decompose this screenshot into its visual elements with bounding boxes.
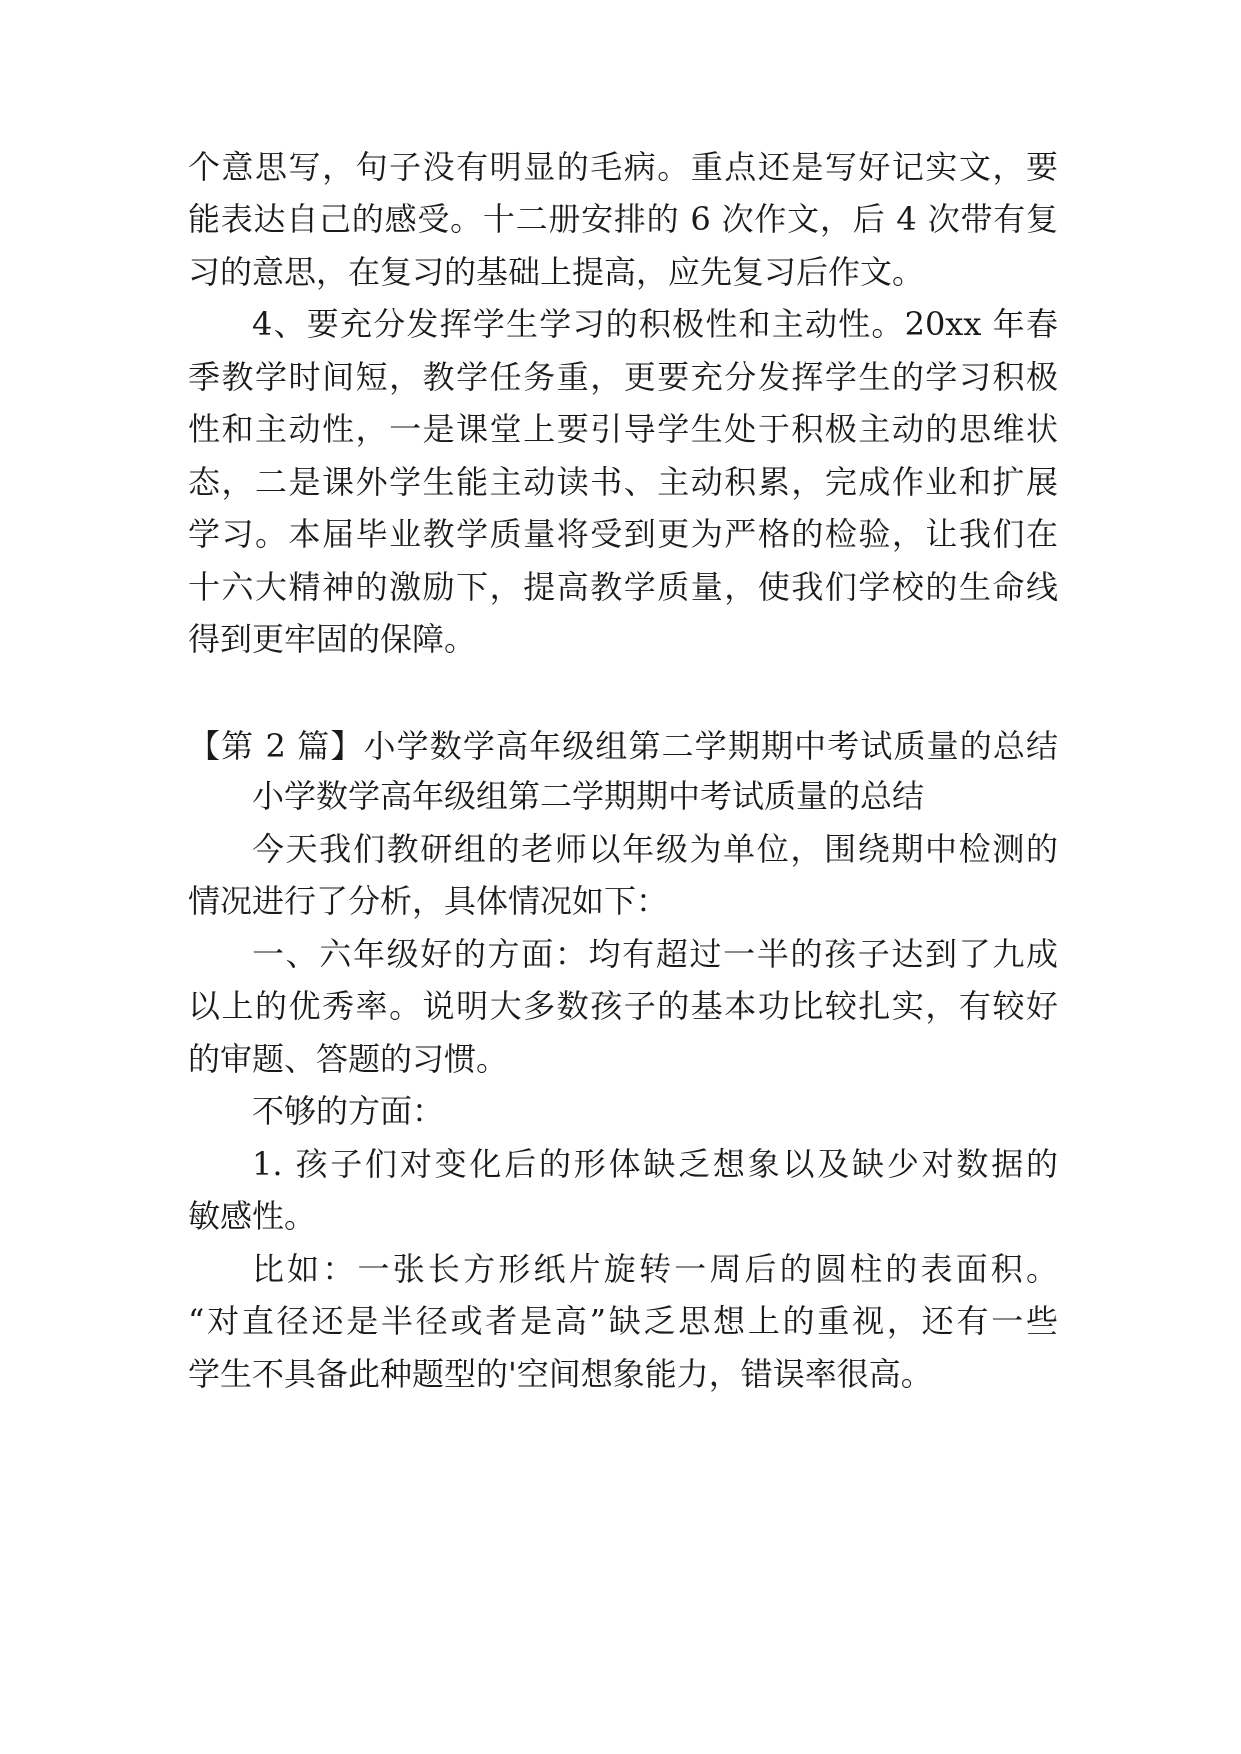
section-heading: 【第 2 篇】小学数学高年级组第二学期期中考试质量的总结 — [188, 727, 1058, 765]
text-line: 态，二是课外学生能主动读书、主动积累，完成作业和扩展 — [188, 463, 1058, 501]
text-line: 今天我们教研组的老师以年级为单位，围绕期中检测的 — [252, 830, 1058, 868]
text-line: 比如：一张长方形纸片旋转一周后的圆柱的表面积。 — [252, 1250, 1058, 1288]
text-line: 季教学时间短，教学任务重，更要充分发挥学生的学习积极 — [188, 358, 1058, 396]
text-line: 情况进行了分析，具体情况如下： — [188, 882, 669, 920]
section-subtitle: 小学数学高年级组第二学期期中考试质量的总结 — [252, 777, 925, 815]
text-line: 的审题、答题的习惯。 — [188, 1040, 509, 1078]
text-line: 不够的方面： — [252, 1092, 445, 1130]
text-line: 一、六年级好的方面：均有超过一半的孩子达到了九成 — [252, 935, 1058, 973]
text-line: 敏感性。 — [188, 1197, 317, 1235]
text-line: 学生不具备此种题型的'空间想象能力，错误率很高。 — [188, 1355, 933, 1393]
text-line: 性和主动性，一是课堂上要引导学生处于积极主动的思维状 — [188, 410, 1058, 448]
text-line: “对直径还是半径或者是高”缺乏思想上的重视，还有一些 — [188, 1302, 1058, 1340]
text-line: 学习。本届毕业教学质量将受到更为严格的检验，让我们在 — [188, 515, 1058, 553]
text-line: 得到更牢固的保障。 — [188, 620, 477, 658]
text-line: 1. 孩子们对变化后的形体缺乏想象以及缺少对数据的 — [252, 1145, 1058, 1183]
text-line: 十六大精神的激励下，提高教学质量，使我们学校的生命线 — [188, 568, 1058, 606]
text-line: 以上的优秀率。说明大多数孩子的基本功比较扎实，有较好 — [188, 987, 1058, 1025]
text-line: 个意思写，句子没有明显的毛病。重点还是写好记实文，要 — [188, 148, 1058, 186]
text-line: 4、要充分发挥学生学习的积极性和主动性。20xx 年春 — [252, 305, 1058, 343]
text-line: 能表达自己的感受。十二册安排的 6 次作文，后 4 次带有复 — [188, 200, 1058, 238]
text-line: 习的意思，在复习的基础上提高，应先复习后作文。 — [188, 253, 925, 291]
